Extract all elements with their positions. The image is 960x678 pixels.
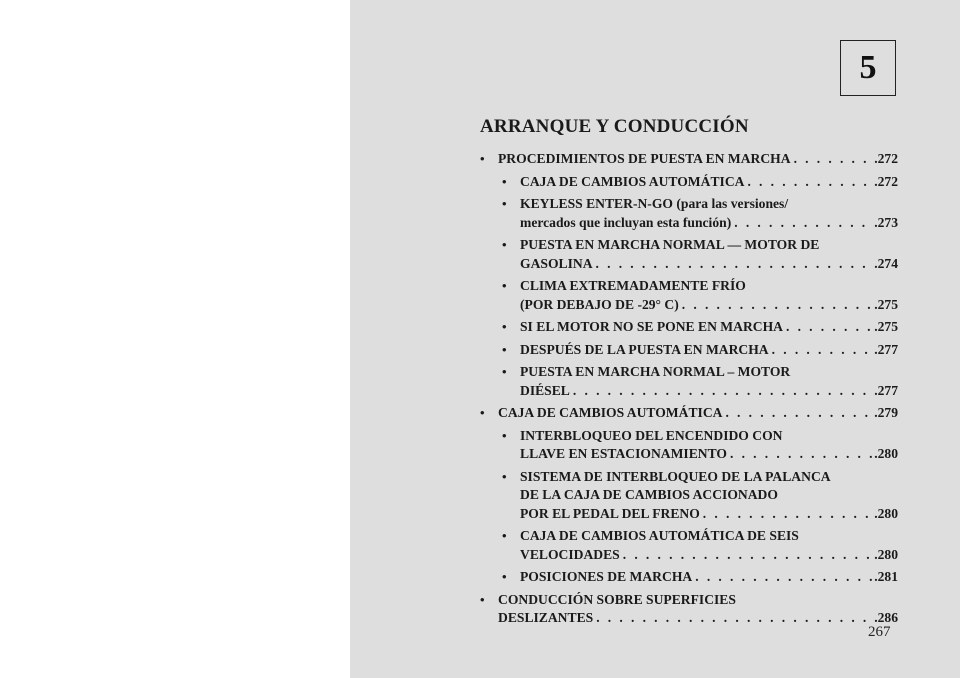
blank-left-margin bbox=[0, 0, 350, 678]
dot-leader bbox=[593, 255, 875, 274]
toc-entry[interactable] bbox=[478, 404, 898, 423]
section-title: ARRANQUE Y CONDUCCIÓN bbox=[480, 116, 749, 137]
page-number: 267 bbox=[868, 624, 891, 640]
toc-entry[interactable] bbox=[478, 236, 898, 273]
toc-page-number: .275 bbox=[874, 296, 898, 312]
bullet-icon: • bbox=[480, 591, 485, 607]
toc-page-number: .275 bbox=[874, 319, 898, 334]
toc-entry-text: POR EL PEDAL DEL FRENO bbox=[520, 505, 700, 521]
bullet-icon: • bbox=[502, 341, 507, 357]
toc-entry-text: CLIMA EXTREMADAMENTE FRÍO bbox=[520, 278, 746, 293]
chapter-number: 5 bbox=[859, 49, 877, 86]
bullet-icon: • bbox=[502, 427, 507, 443]
toc-entry-text: CAJA DE CAMBIOS AUTOMÁTICA DE SEIS bbox=[520, 528, 799, 543]
bullet-icon: • bbox=[502, 173, 507, 189]
bullet-icon: • bbox=[502, 196, 507, 211]
toc-entry-text: CAJA DE CAMBIOS AUTOMÁTICA bbox=[520, 173, 745, 189]
bullet-icon: • bbox=[502, 237, 507, 252]
dot-leader bbox=[744, 173, 874, 192]
bullet-icon: • bbox=[502, 278, 507, 293]
toc-entry-text: SI EL MOTOR NO SE PONE EN MARCHA bbox=[520, 319, 783, 334]
toc-page-number: .272 bbox=[874, 173, 898, 189]
dot-leader bbox=[722, 404, 874, 423]
toc-entry[interactable] bbox=[478, 341, 898, 360]
toc-entry[interactable] bbox=[478, 318, 898, 337]
toc-entry-text: PUESTA EN MARCHA NORMAL – MOTOR bbox=[520, 364, 791, 379]
toc-entry-text: POSICIONES DE MARCHA bbox=[520, 569, 693, 584]
toc-entry-text: LLAVE EN ESTACIONAMIENTO bbox=[520, 446, 727, 461]
toc-page-number: .273 bbox=[874, 214, 898, 230]
bullet-icon: • bbox=[502, 468, 507, 484]
toc-page-number: .281 bbox=[874, 569, 898, 584]
toc-entry[interactable] bbox=[478, 527, 898, 564]
toc-entry-text: GASOLINA bbox=[520, 255, 593, 271]
toc-page-number: .280 bbox=[874, 446, 898, 461]
toc-entry-text: KEYLESS ENTER-N-GO (para las versiones/ bbox=[520, 196, 789, 211]
toc-entry-text: INTERBLOQUEO DEL ENCENDIDO CON bbox=[520, 427, 783, 443]
toc-entry[interactable] bbox=[478, 195, 898, 232]
table-of-contents bbox=[478, 150, 898, 632]
dot-leader bbox=[791, 150, 875, 169]
dot-leader bbox=[727, 445, 874, 464]
toc-entry[interactable] bbox=[478, 150, 898, 169]
toc-entry[interactable] bbox=[478, 427, 898, 464]
toc-entry[interactable] bbox=[478, 277, 898, 314]
bullet-icon: • bbox=[502, 528, 507, 543]
toc-entry-text: CONDUCCIÓN SOBRE SUPERFICIES bbox=[498, 591, 736, 607]
toc-entry-text: VELOCIDADES bbox=[520, 546, 620, 562]
bullet-icon: • bbox=[480, 151, 485, 166]
dot-leader bbox=[700, 505, 874, 524]
dot-leader bbox=[620, 546, 874, 565]
chapter-number-box bbox=[840, 40, 896, 96]
toc-entry-text: PUESTA EN MARCHA NORMAL — MOTOR DE bbox=[520, 237, 820, 252]
toc-entry[interactable] bbox=[478, 173, 898, 192]
toc-page-number: .272 bbox=[874, 151, 898, 166]
toc-entry-text: DIÉSEL bbox=[520, 382, 570, 398]
toc-page-number: .279 bbox=[874, 405, 898, 420]
manual-page bbox=[350, 0, 960, 678]
toc-entry-text: DE LA CAJA DE CAMBIOS ACCIONADO bbox=[520, 487, 778, 502]
toc-page-number: .280 bbox=[874, 505, 898, 521]
toc-entry-text: PROCEDIMIENTOS DE PUESTA EN MARCHA bbox=[498, 151, 791, 166]
toc-entry-text: CAJA DE CAMBIOS AUTOMÁTICA bbox=[498, 405, 723, 420]
toc-entry-text: (POR DEBAJO DE -29° C) bbox=[520, 296, 679, 312]
dot-leader bbox=[769, 341, 875, 360]
toc-entry[interactable] bbox=[478, 468, 898, 524]
dot-leader bbox=[783, 318, 874, 337]
bullet-icon: • bbox=[480, 405, 485, 420]
toc-page-number: .274 bbox=[874, 255, 898, 271]
toc-entry[interactable] bbox=[478, 568, 898, 587]
toc-page-number: .277 bbox=[874, 382, 898, 398]
toc-entry-text: DESPUÉS DE LA PUESTA EN MARCHA bbox=[520, 341, 769, 357]
toc-entry[interactable] bbox=[478, 363, 898, 400]
toc-page-number: .286 bbox=[874, 610, 898, 625]
dot-leader bbox=[570, 382, 874, 401]
toc-entry[interactable] bbox=[478, 591, 898, 628]
toc-entry-text: SISTEMA DE INTERBLOQUEO DE LA PALANCA bbox=[520, 468, 831, 484]
bullet-icon: • bbox=[502, 569, 507, 584]
toc-entry-text: mercados que incluyan esta función) bbox=[520, 214, 732, 230]
dot-leader bbox=[593, 609, 874, 628]
dot-leader bbox=[731, 214, 874, 233]
dot-leader bbox=[692, 568, 874, 587]
bullet-icon: • bbox=[502, 319, 507, 334]
bullet-icon: • bbox=[502, 364, 507, 379]
toc-page-number: .280 bbox=[874, 546, 898, 562]
toc-entry-text: DESLIZANTES bbox=[498, 610, 594, 625]
dot-leader bbox=[679, 296, 874, 315]
toc-page-number: .277 bbox=[874, 341, 898, 357]
